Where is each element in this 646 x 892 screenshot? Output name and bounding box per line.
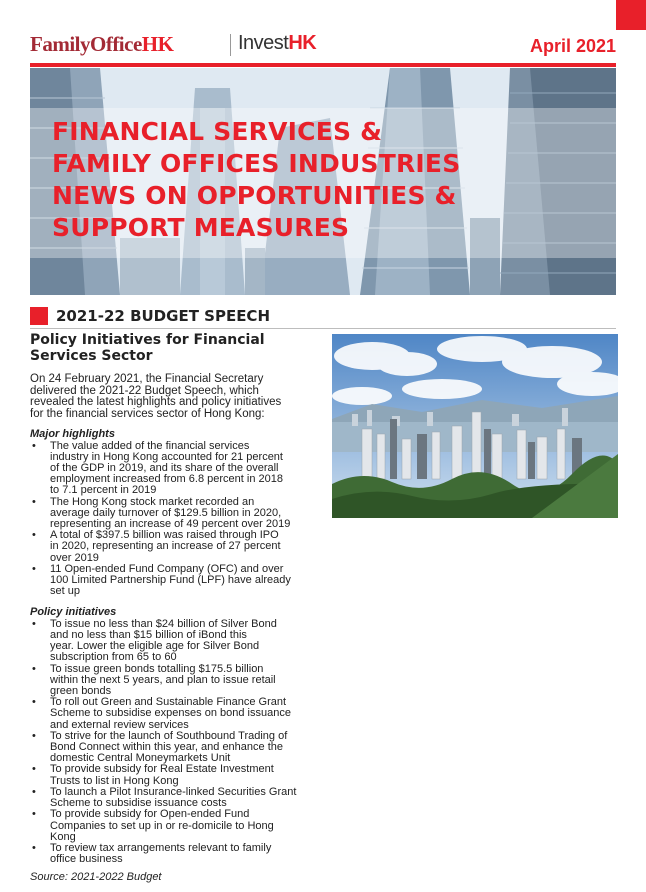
section-marker-square (30, 307, 48, 325)
policy-heading: Policy initiatives (30, 606, 117, 619)
policy-item: • To strive for the launch of Southbound Trading of Bond Connect within this year, and enhance the domestic Central Moneymarkets Unit (30, 731, 320, 765)
intro-paragraph: On 24 February 2021, the Financial Secretary delivered the 2021-22 Budget Speech, which revealed the latest highlights and policy initiatives for the financial services sector of Hong Kong: (30, 373, 282, 420)
section-heading (30, 305, 270, 327)
section-title: 2021-22 BUDGET SPEECH (56, 307, 270, 325)
issue-date: April 2021 (529, 36, 616, 56)
logo-invest-text: Invest (238, 32, 289, 54)
policy-item: • To review tax arrangements relevant to family office business (30, 843, 320, 865)
header-rule (30, 63, 616, 67)
policy-item: • To roll out Green and Sustainable Finance Grant Scheme to subsidise expenses on bond issuance and external review services (30, 697, 320, 731)
main-text-column (30, 332, 320, 883)
investhk-logo (238, 32, 316, 55)
hero-title: FINANCIAL SERVICES & FAMILY OFFICES INDUSTRIES NEWS ON OPPORTUNITIES & SUPPORT MEASURES (52, 117, 461, 242)
highlights-heading: Major highlights (30, 428, 115, 440)
hong-kong-skyline-photo (332, 334, 618, 518)
policy-item: • To provide subsidy for Real Estate Investment Trusts to list in Hong Kong (30, 764, 320, 786)
skyline-illustration (332, 334, 618, 518)
highlight-item: • A total of $397.5 billion was raised through IPO in 2020, representing an increase of 27 percent over 2019 (30, 530, 320, 564)
hero-banner (30, 68, 616, 295)
highlight-item: • The Hong Kong stock market recorded an average daily turnover of $129.5 billion in 2020, representing an increase of 49 percent over 2019 (30, 497, 320, 531)
policy-item: • To issue no less than $24 billion of Silver Bond and no less than $15 billion of iBond this year. Lower the eligible age for Silver Bond subscription from 65 to 60 (30, 619, 320, 664)
article-subtitle: Policy Initiatives for Financial Services Sector (30, 332, 265, 364)
highlights-list (30, 441, 320, 598)
policy-list (30, 619, 320, 865)
corner-accent-block (616, 0, 646, 30)
policy-item: • To launch a Pilot Insurance-linked Securities Grant Scheme to subsidise issuance costs (30, 787, 320, 809)
familyofficehk-logo (30, 32, 173, 57)
source-note: Source: 2021-2022 Budget (30, 871, 162, 884)
highlight-item: • The value added of the financial services industry in Hong Kong accounted for 21 percent of the GDP in 2019, and its share of the overall employment increased from 6.8 percent in 2018 to 7.1 percent in 2019 (30, 441, 320, 497)
section-rule (30, 328, 616, 329)
logo-familyoffice-hk: HK (141, 32, 174, 56)
logo-familyoffice-text: FamilyOffice (30, 32, 142, 56)
policy-item: • To issue green bonds totalling $175.5 billion within the next 5 years, and plan to issue retail green bonds (30, 664, 320, 698)
logo-divider (230, 34, 231, 56)
policy-item: • To provide subsidy for Open-ended Fund Companies to set up in or re-domicile to Hong Kong (30, 809, 320, 843)
logo-invest-hk: HK (288, 32, 317, 54)
highlight-item: • 11 Open-ended Fund Company (OFC) and over 100 Limited Partnership Fund (LPF) have already set up (30, 564, 320, 598)
